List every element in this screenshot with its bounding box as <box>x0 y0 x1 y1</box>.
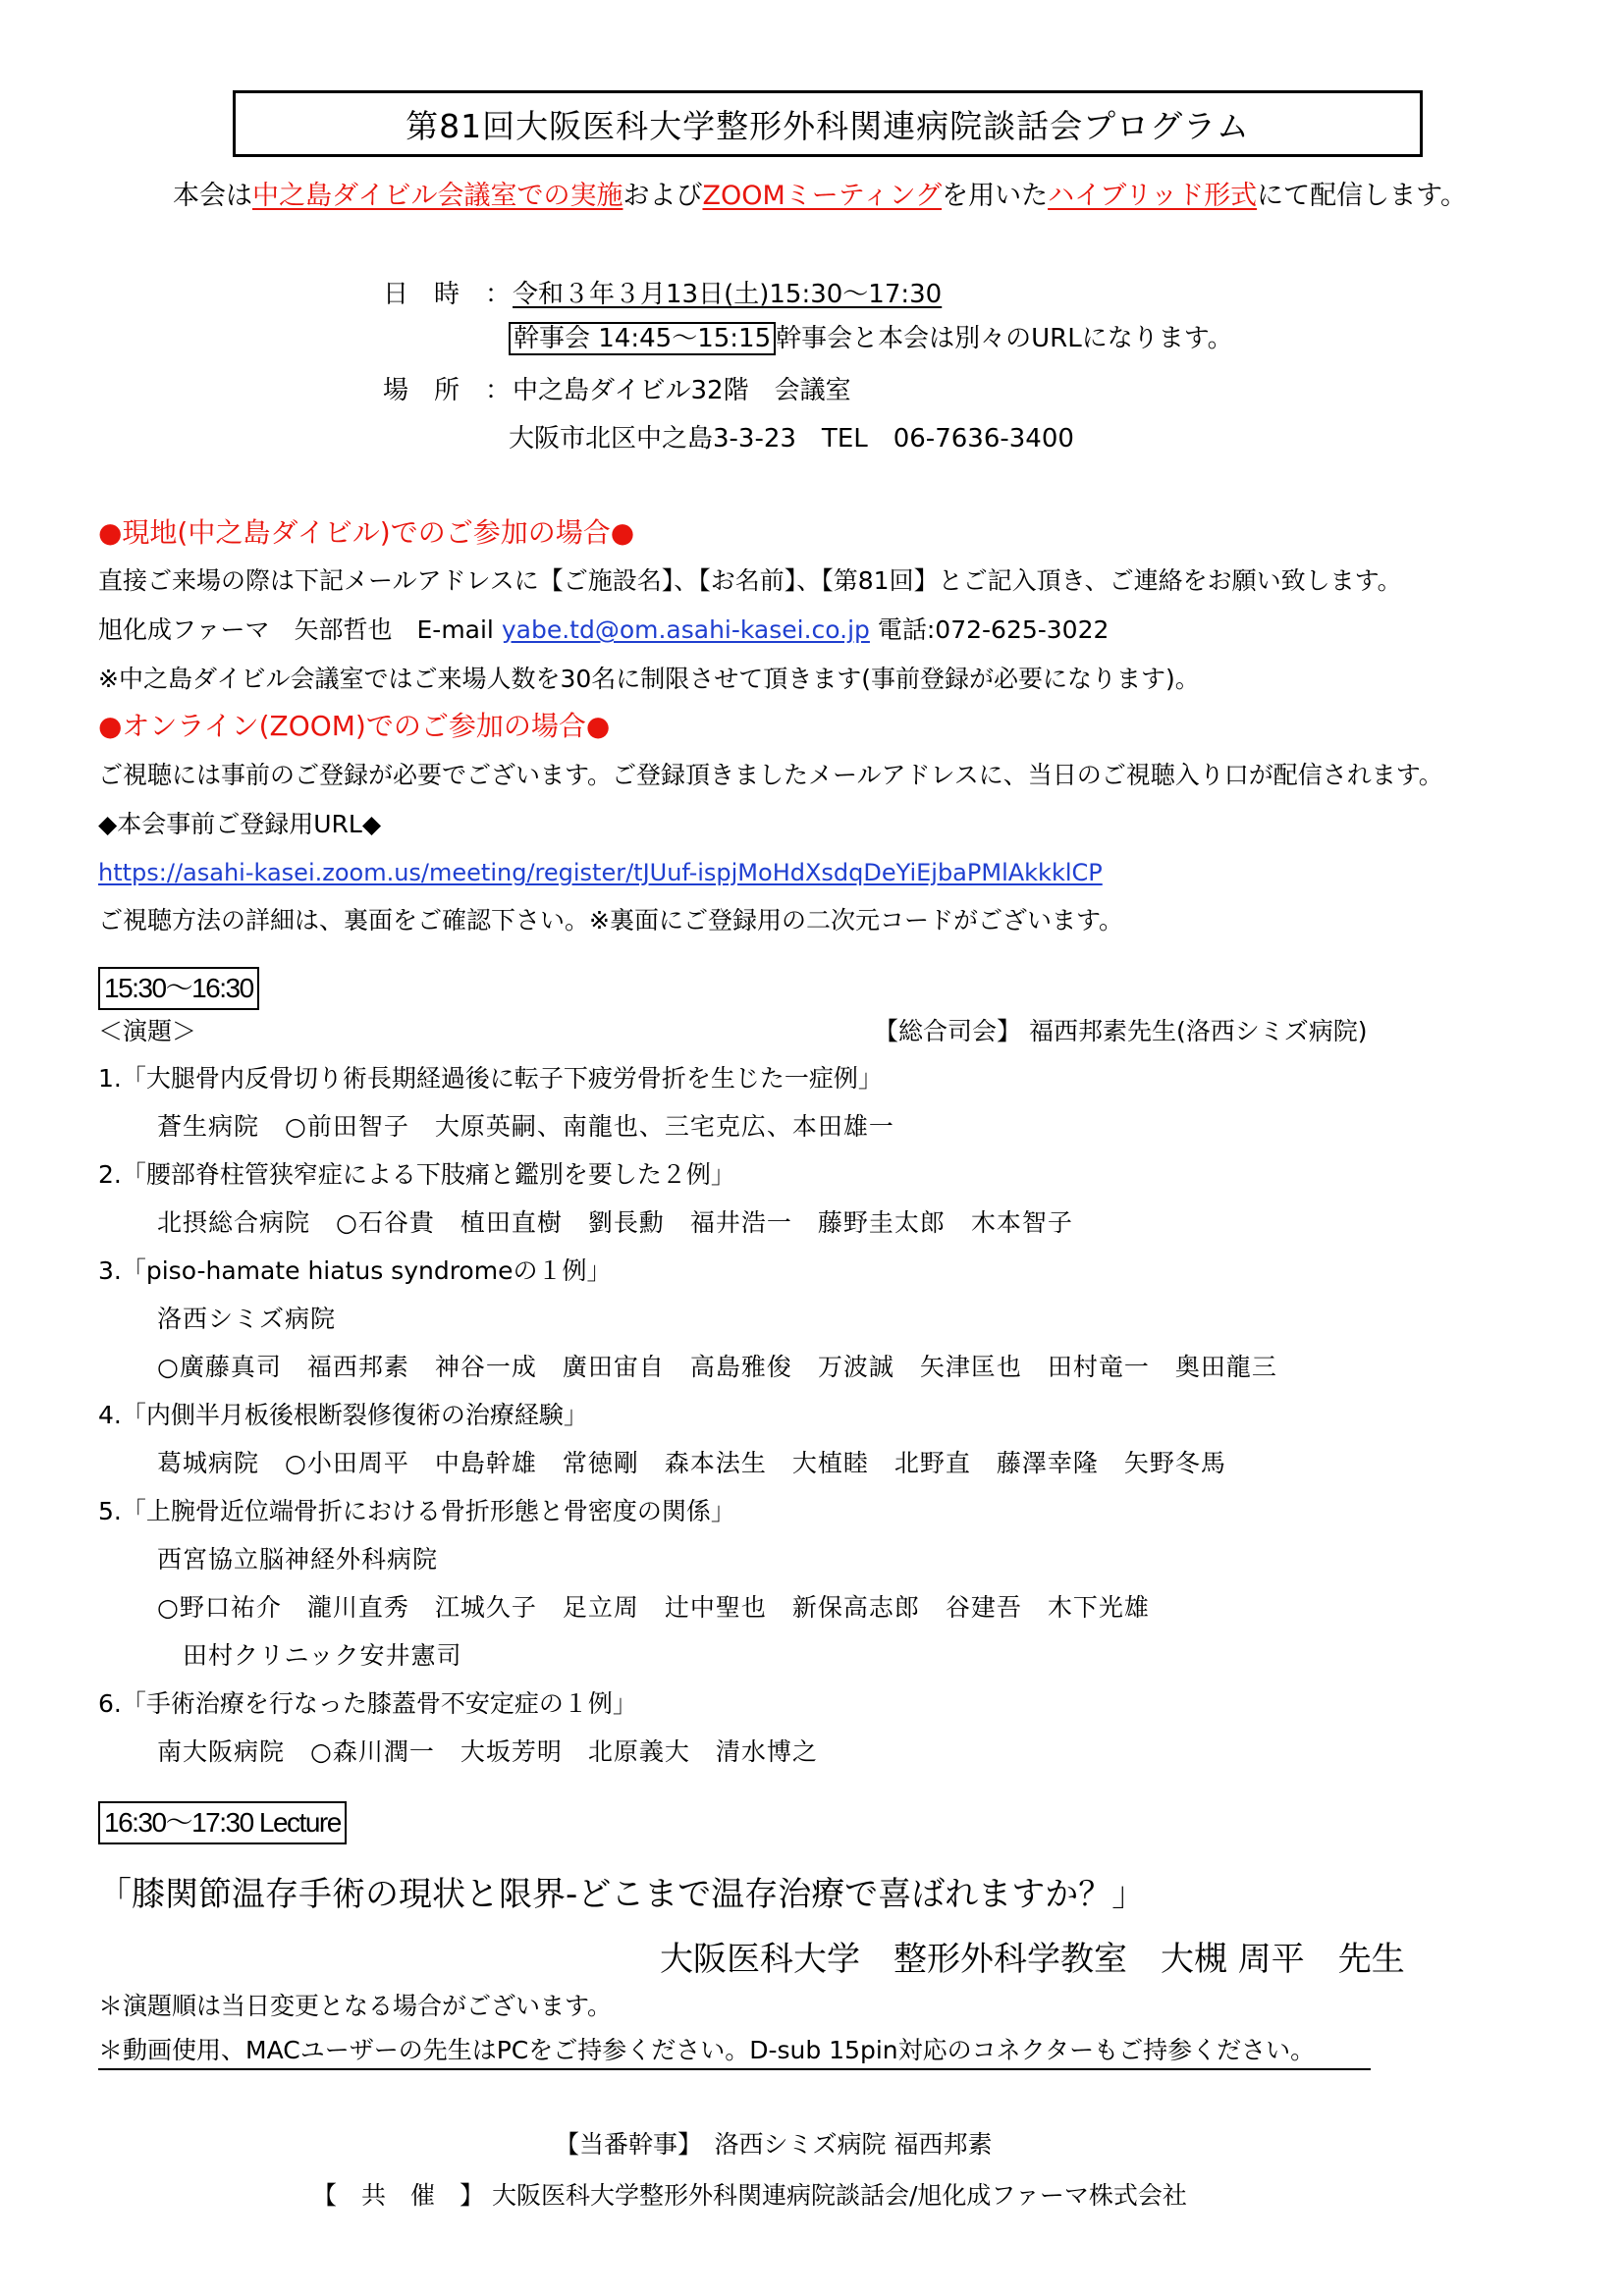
talk-title: 2.「腰部脊柱管狭窄症による下肢痛と鑑別を要した２例」 <box>98 1160 735 1189</box>
onsite-heading: ●現地(中之島ダイビル)でのご参加の場合● <box>98 516 635 549</box>
onsite-contact <box>98 614 1109 647</box>
page-title <box>233 90 1423 157</box>
duty-secretary: 【当番幹事】 洛西シミズ病院 福西邦素 <box>555 2130 993 2159</box>
onsite-instruction: 直接ご来場の際は下記メールアドレスに【ご施設名】、【お名前】、【第81回】とご記入頂き、ご連絡をお願い致します。 <box>98 566 1402 595</box>
talk-authors: 田村クリニック安井憲司 <box>157 1641 462 1670</box>
address: 大阪市北区中之島3-3-23 TEL 06-7636-3400 <box>509 424 1074 454</box>
talk-authors: 南大阪病院 ○森川潤一 大坂芳明 北原義大 清水博之 <box>157 1737 818 1766</box>
kanji-meeting-note: 幹事会と本会は別々のURLになります。 <box>776 324 1233 353</box>
chair-person: 【総合司会】 福西邦素先生(洛西シミズ病院) <box>874 1017 1368 1045</box>
place-label: 場 所 ： <box>383 376 512 405</box>
page-title-text: 第81回大阪医科大学整形外科関連病院談話会プログラム <box>406 106 1250 145</box>
talk-title: 3.「piso-hamate hiatus syndromeの１例」 <box>98 1256 612 1285</box>
contact-phone: 電話:072-625-3022 <box>877 615 1110 644</box>
talk-authors: ○廣藤真司 福西邦素 神谷一成 廣田宙自 高島雅俊 万波誠 矢津匡也 田村竜一 奥田龍三 <box>157 1353 1277 1381</box>
intro-zoom-highlight: ZOOMミーティング <box>702 181 943 211</box>
email-link[interactable]: yabe.td@om.asahi-kasei.co.jp <box>501 615 870 644</box>
talk-title: 6.「手術治療を行なった膝蓋骨不安定症の１例」 <box>98 1689 637 1718</box>
online-heading: ●オンライン(ZOOM)でのご参加の場合● <box>98 710 611 742</box>
note-order-change: ＊演題順は当日変更となる場合がございます。 <box>98 1992 613 2020</box>
talks-label: ＜演題＞ <box>98 1017 197 1045</box>
online-instruction: ご視聴には事前のご登録が必要でございます。ご登録頂きましたメールアドレスに、当日のご視聴入り口が配信されます。 <box>98 761 1443 789</box>
registration-url-heading: ◆本会事前ご登録用URL◆ <box>98 810 382 838</box>
registration-url-link[interactable]: https://asahi-kasei.zoom.us/meeting/register/tJUuf-ispjMoHdXsdqDeYiEjbaPMlAkkklCP <box>98 859 1103 886</box>
talk-authors: 葛城病院 ○小田周平 中島幹雄 常徳剛 森本法生 大植睦 北野直 藤澤幸隆 矢野冬馬 <box>157 1449 1226 1477</box>
talk-title: 5.「上腕骨近位端骨折における骨折形態と骨密度の関係」 <box>98 1497 735 1525</box>
lecturer: 大阪医科大学 整形外科学教室 大槻 周平 先生 <box>660 1940 1405 1979</box>
talk-hospital: 洛西シミズ病院 <box>157 1305 337 1333</box>
divider <box>98 2068 1371 2070</box>
cohost: 【 共 催 】 大阪医科大学整形外科関連病院談話会/旭化成ファーマ株式会社 <box>312 2181 1187 2210</box>
lecture-title: 「膝関節温存手術の現状と限界-どこまで温存治療で喜ばれますか？」 <box>98 1875 1146 1914</box>
intro-line <box>173 180 1467 213</box>
place-value: 中之島ダイビル32階 会議室 <box>513 376 851 405</box>
viewing-details-note: ご視聴方法の詳細は、裏面をご確認下さい。※裏面にご登録用の二次元コードがございます。 <box>98 906 1123 934</box>
talk-hospital: 西宮協立脳神経外科病院 <box>157 1545 439 1574</box>
intro-hybrid-highlight: ハイブリッド形式 <box>1048 181 1258 211</box>
session1-time: 15:30～16:30 <box>104 973 253 1003</box>
intro-text: および <box>623 181 703 211</box>
kanji-meeting-line <box>509 322 1233 355</box>
talk-title: 4.「内側半月板後根断裂修復術の治療経験」 <box>98 1401 588 1429</box>
talk-authors: 北摂総合病院 ○石谷貴 植田直樹 劉長勳 福井浩一 藤野圭太郎 木本智子 <box>157 1208 1073 1237</box>
session1-time-box <box>98 967 259 1010</box>
date-value: 令和３年３月13日(土)15:30～17:30 <box>513 280 943 309</box>
date-label: 日 時 ： <box>383 280 512 309</box>
talk-authors: 蒼生病院 ○前田智子 大原英嗣、南龍也、三宅克広、本田雄一 <box>157 1112 894 1141</box>
intro-venue-highlight: 中之島ダイビル会議室での実施 <box>252 181 623 211</box>
intro-text: 本会は <box>173 181 252 211</box>
session2-time: 16:30～17:30 Lecture <box>104 1807 341 1838</box>
talk-authors: ○野口祐介 瀧川直秀 江城久子 足立周 辻中聖也 新保高志郎 谷建吾 木下光雄 <box>157 1593 1150 1622</box>
session2-time-box <box>98 1801 347 1844</box>
intro-text: にて配信します。 <box>1257 181 1467 211</box>
onsite-capacity-note: ※中之島ダイビル会議室ではご来場人数を30名に制限させて頂きます(事前登録が必要になります)。 <box>98 665 1200 693</box>
kanji-meeting-time-box: 幹事会 14:45～15:15 <box>509 322 776 355</box>
intro-text: を用いた <box>942 181 1049 211</box>
talk-title: 1.「大腿骨内反骨切り術長期経過後に転子下疲労骨折を生じた一症例」 <box>98 1064 883 1093</box>
contact-name: 旭化成ファーマ 矢部哲也 E-mail <box>98 615 494 644</box>
note-equipment: ＊動画使用、MACユーザーの先生はPCをご持参ください。D-sub 15pin対応のコネクターもご持参ください。 <box>98 2036 1316 2064</box>
